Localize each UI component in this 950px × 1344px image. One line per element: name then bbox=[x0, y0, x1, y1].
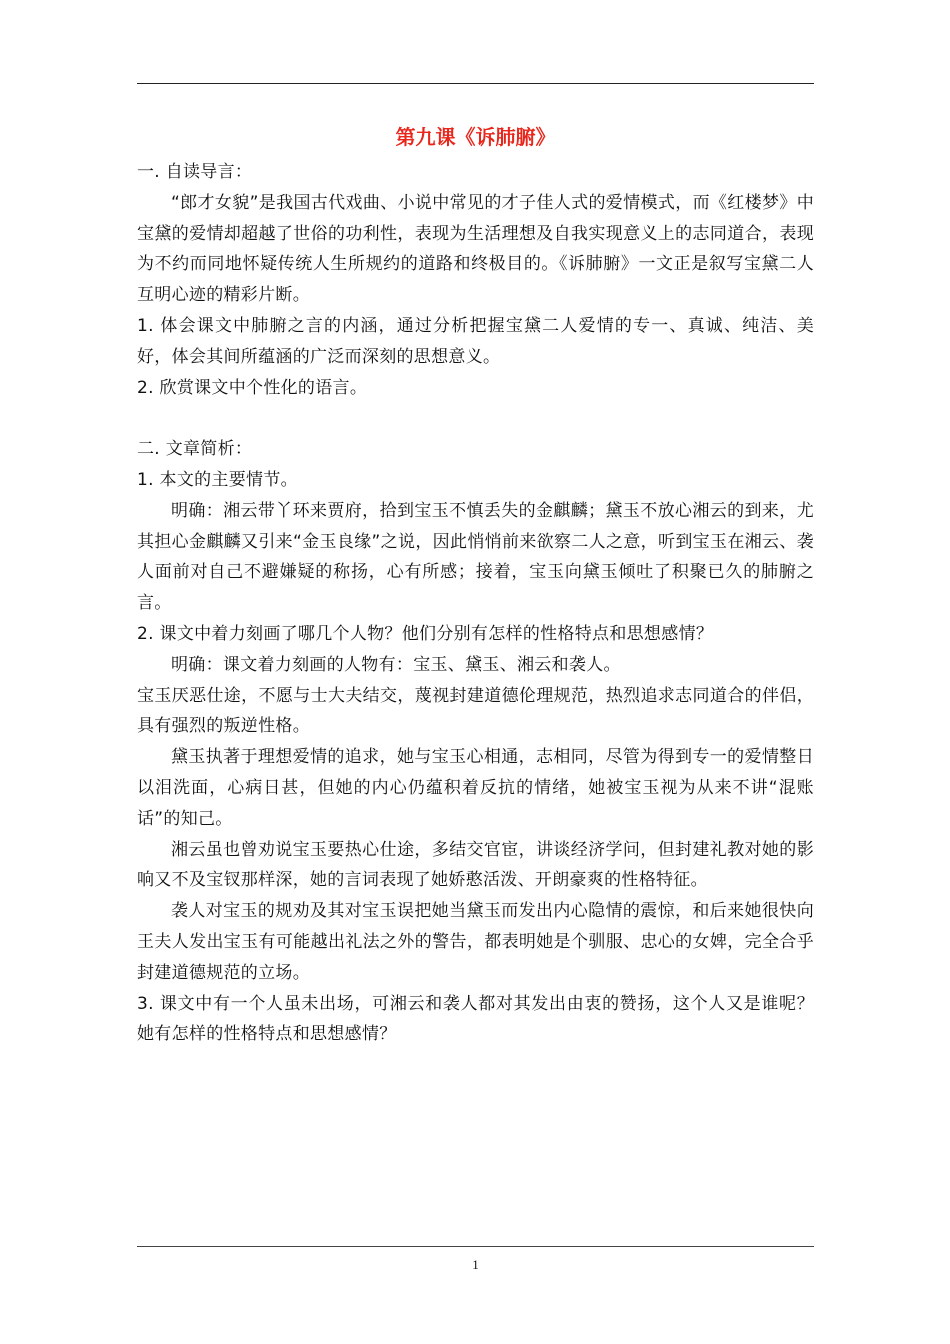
header-rule bbox=[137, 83, 814, 84]
document-body bbox=[137, 157, 814, 1050]
section-heading-intro: 一. 自读导言： bbox=[137, 162, 253, 182]
character-xiangyun: 湘云虽也曾劝说宝玉要热心仕途，多结交官宦，讲谈经济学问，但封建礼教对她的影响又不及宝钗那样深，她的言词表现了她娇憨活泼、开朗豪爽的性格特征。 bbox=[137, 839, 814, 891]
character-daiyu: 黛玉执著于理想爱情的追求，她与宝玉心相通，志相同，尽管为得到专一的爱情整日以泪洗面，心病日甚，但她的内心仍蕴积着反抗的情绪，她被宝玉视为从来不讲“混账话”的知己。 bbox=[137, 747, 814, 829]
character-xiren: 袭人对宝玉的规劝及其对宝玉误把她当黛玉而发出内心隐情的震惊，和后来她很快向王夫人发出宝玉有可能越出礼法之外的警告，都表明她是个驯服、忠心的女婢，完全合乎封建道德规范的立场。 bbox=[137, 901, 814, 983]
goal-item-1: 1. 体会课文中肺腑之言的内涵，通过分析把握宝黛二人爱情的专一、真诚、纯洁、美好，体会其间所蕴涵的广泛而深刻的思想意义。 bbox=[137, 315, 814, 367]
footer-rule bbox=[137, 1246, 814, 1247]
intro-paragraph: “郎才女貌”是我国古代戏曲、小说中常见的才子佳人式的爱情模式，而《红楼梦》中宝黛的爱情却超越了世俗的功利性，表现为生活理想及自我实现意义上的志同道合，表现为不约而同地怀疑传统人生所规约的道路和终极目的。《诉肺腑》一文正是叙写宝黛二人互明心迹的精彩片断。 bbox=[137, 192, 814, 306]
page-number: 1 bbox=[472, 1257, 479, 1272]
goal-item-2: 2. 欣赏课文中个性化的语言。 bbox=[137, 377, 368, 398]
section-heading-analysis: 二. 文章简析： bbox=[137, 439, 253, 460]
answer-2: 明确：课文着力刻画的人物有：宝玉、黛玉、湘云和袭人。 bbox=[171, 654, 621, 675]
question-1: 1. 本文的主要情节。 bbox=[137, 469, 298, 490]
spacer bbox=[137, 403, 814, 434]
answer-1: 明确：湘云带丫环来贾府，拾到宝玉不慎丢失的金麒麟；黛玉不放心湘云的到来，尤其担心金麒麟又引来“金玉良缘”之说，因此悄悄前来欲察二人之意，听到宝玉在湘云、袭人面前对自己不避嫌疑的称扬，心有所感；接着，宝玉向黛玉倾吐了积聚已久的肺腑之言。 bbox=[137, 500, 814, 614]
question-3: 3. 课文中有一个人虽未出场，可湘云和袭人都对其发出由衷的赞扬，这个人又是谁呢？她有怎样的性格特点和思想感情？ bbox=[137, 993, 814, 1045]
question-2: 2. 课文中着力刻画了哪几个人物？他们分别有怎样的性格特点和思想感情？ bbox=[137, 623, 714, 644]
character-baoyu: 宝玉厌恶仕途，不愿与士大夫结交，蔑视封建道德伦理规范，热烈追求志同道合的伴侣，具有强烈的叛逆性格。 bbox=[137, 685, 814, 737]
lesson-title: 第九课《诉肺腑》 bbox=[395, 125, 556, 149]
